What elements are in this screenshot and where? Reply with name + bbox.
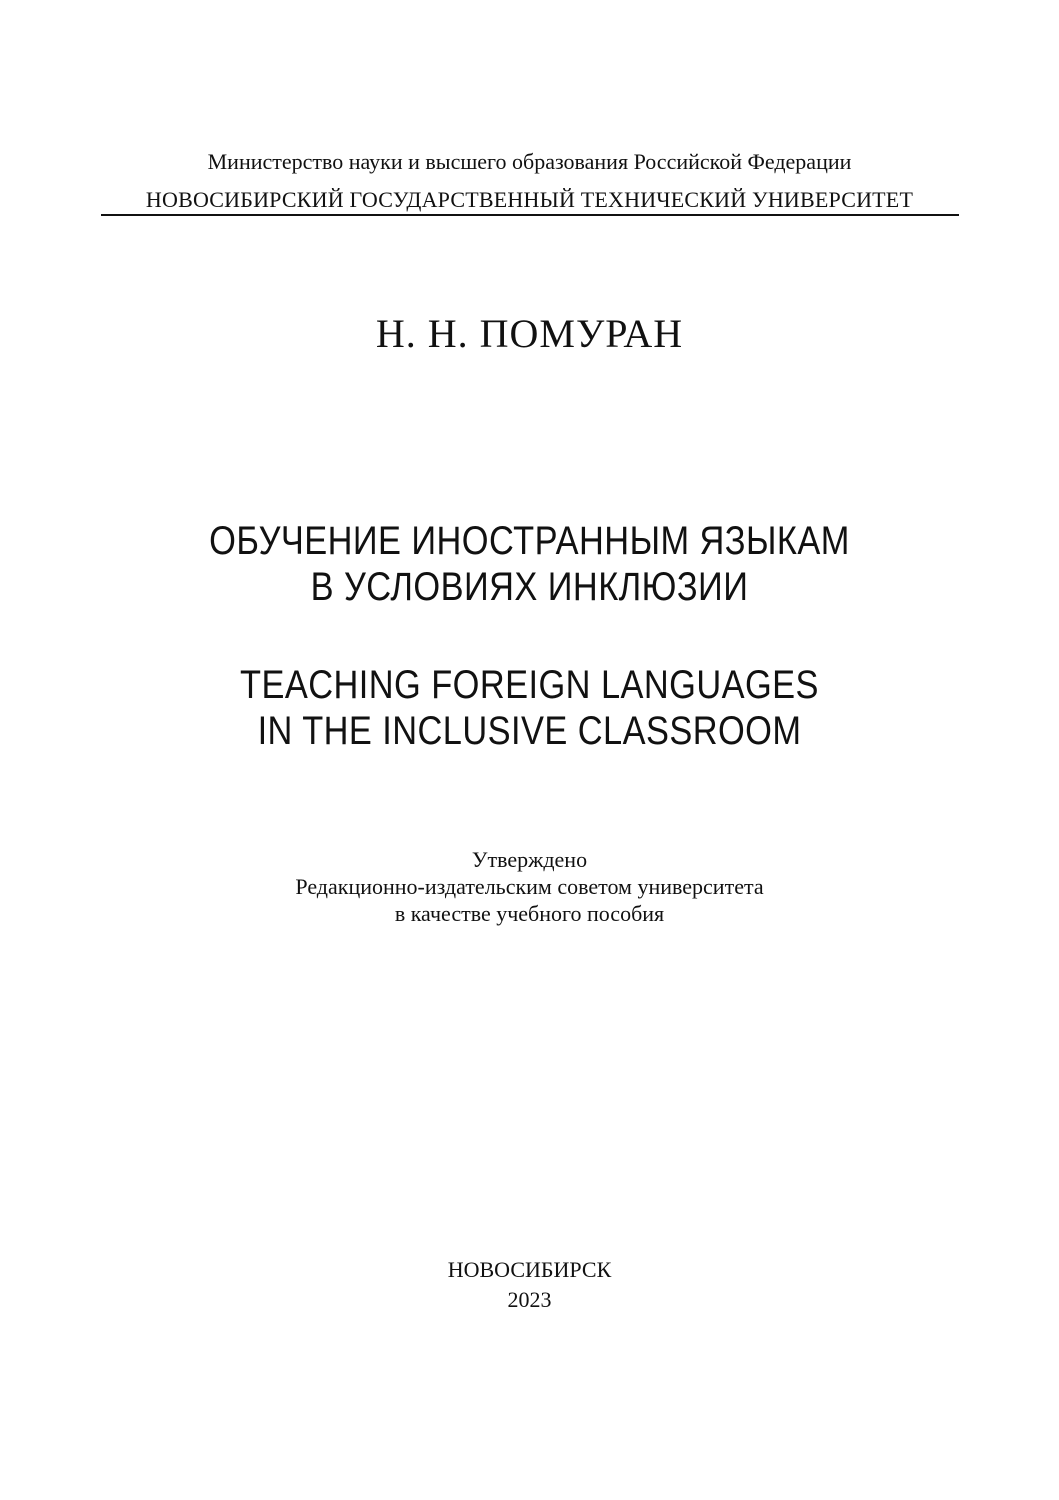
title-english-line-1: TEACHING FOREIGN LANGUAGES (240, 663, 819, 707)
publication-year: 2023 (507, 1287, 552, 1312)
ministry-name: Министерство науки и высшего образования Российской Федерации (207, 149, 852, 174)
title-english-line-2: IN THE INCLUSIVE CLASSROOM (257, 709, 802, 753)
approval-line-3: в качестве учебного пособия (394, 901, 665, 926)
publication-city: НОВОСИБИРСК (447, 1257, 612, 1282)
approval-line-1: Утверждено (471, 847, 588, 872)
approval-statement (0, 846, 1059, 927)
title-russian-line-1: ОБУЧЕНИЕ ИНОСТРАННЫМ ЯЗЫКАМ (209, 519, 850, 563)
title-russian-line-2: В УСЛОВИЯХ ИНКЛЮЗИИ (310, 565, 749, 609)
header-divider (101, 214, 959, 216)
university-name: НОВОСИБИРСКИЙ ГОСУДАРСТВЕННЫЙ ТЕХНИЧЕСКИЙ УНИВЕРСИТЕТ (145, 187, 914, 212)
title-english (74, 662, 985, 754)
author-name: Н. Н. ПОМУРАН (375, 311, 684, 356)
approval-line-2: Редакционно-издательским советом университета (295, 874, 764, 899)
title-russian (74, 518, 985, 610)
